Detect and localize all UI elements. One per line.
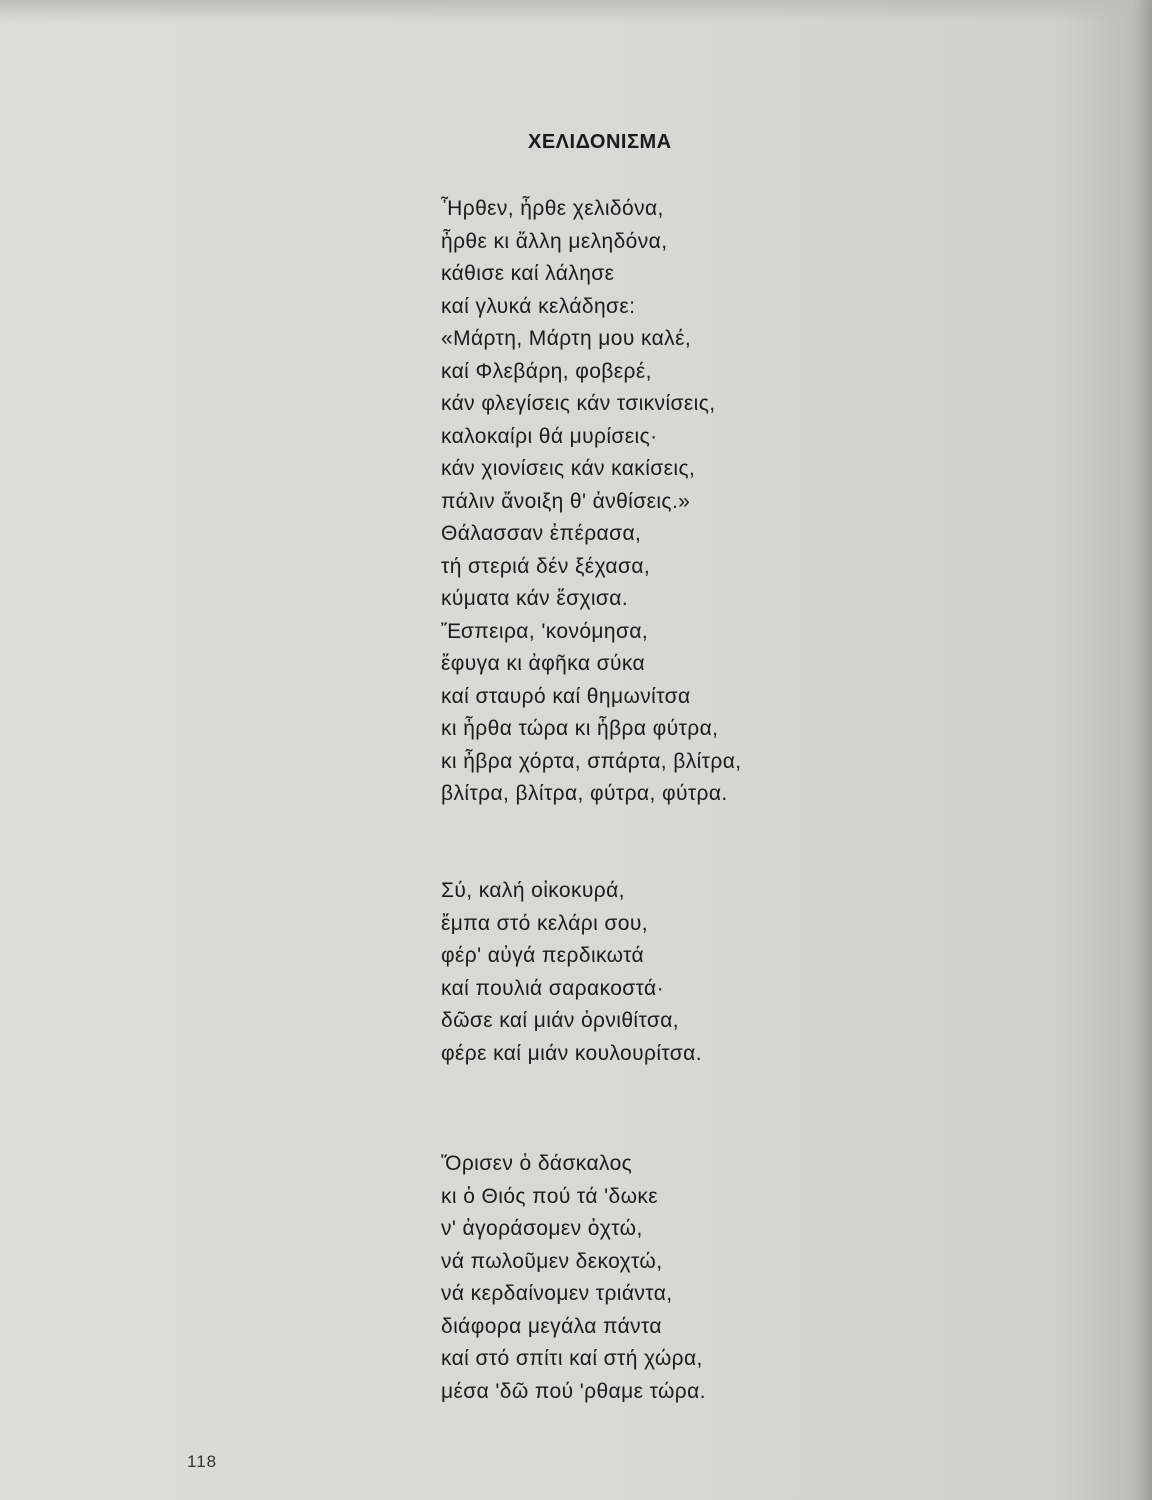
verse-line: Ἦρθεν, ἦρθε χελιδόνα, [441, 197, 664, 220]
poem-title: ΧΕΛΙΔΟΝΙΣΜΑ [528, 131, 672, 153]
verse-line: μέσα 'δῶ πού 'ρθαμε τώρα. [441, 1379, 706, 1403]
stanza-3 [441, 1148, 706, 1408]
verse-line: νά πωλοῦμεν δεκοχτώ, [441, 1249, 663, 1273]
stanza-2 [441, 875, 702, 1070]
verse-line: διάφορα μεγάλα πάντα [441, 1314, 662, 1338]
verse-line: καί πουλιά σαρακοστά· [441, 976, 664, 1000]
verse-line: Ὅρισεν ὁ δάσκαλος [441, 1152, 633, 1175]
verse-line: κάν φλεγίσεις κάν τσικνίσεις, [441, 392, 716, 415]
verse-line: κι ἦβρα χόρτα, σπάρτα, βλίτρα, [441, 749, 742, 773]
verse-line: Θάλασσαν ἐπέρασα, [441, 522, 642, 545]
verse-line: ἔμπα στό κελάρι σου, [441, 911, 648, 935]
verse-line: φέρε καί μιάν κουλουρίτσα. [441, 1041, 702, 1065]
verse-line: κάθισε καί λάλησε [441, 262, 615, 285]
verse-line: Σύ, καλή οἰκοκυρά, [441, 879, 625, 902]
top-edge-shadow [0, 0, 1152, 22]
verse-line: κι ἦρθα τώρα κι ἦβρα φύτρα, [441, 717, 719, 740]
verse-line: ἔφυγα κι ἀφῆκα σύκα [441, 652, 646, 675]
verse-line: καί γλυκά κελάδησε: [441, 294, 636, 318]
verse-line: πάλιν ἄνοιξη θ' ἀνθίσεις.» [441, 489, 691, 513]
verse-line: ν' ἀγοράσομεν ὀχτώ, [441, 1217, 643, 1240]
verse-line: «Μάρτη, Μάρτη μου καλέ, [441, 327, 692, 350]
spine-shadow [1134, 0, 1152, 1500]
verse-line: κύματα κάν ἔσχισα. [441, 587, 629, 610]
verse-line: κάν χιονίσεις κάν κακίσεις, [441, 457, 696, 480]
page-number: 118 [187, 1452, 218, 1471]
verse-line: καί σταυρό καί θημωνίτσα [441, 684, 691, 708]
verse-line: ἦρθε κι ἄλλη μεληδόνα, [441, 229, 668, 253]
verse-line: καί στό σπίτι καί στή χώρα, [441, 1347, 703, 1370]
verse-line: καί Φλεβάρη, φοβερέ, [441, 359, 652, 383]
verse-line: νά κερδαίνομεν τριάντα, [441, 1282, 673, 1305]
verse-line: φέρ' αὐγά περδικωτά [441, 944, 645, 967]
verse-line: δῶσε καί μιάν ὀρνιθίτσα, [441, 1009, 680, 1032]
verse-line: Ἔσπειρα, 'κονόμησα, [441, 619, 649, 643]
verse-line: κι ὁ Θιός πού τά 'δωκε [441, 1184, 659, 1208]
verse-line: τή στεριά δέν ξέχασα, [441, 554, 651, 578]
verse-line: καλοκαίρι θά μυρίσεις· [441, 424, 658, 448]
verse-line: βλίτρα, βλίτρα, φύτρα, φύτρα. [441, 782, 728, 805]
stanza-1 [441, 193, 741, 811]
